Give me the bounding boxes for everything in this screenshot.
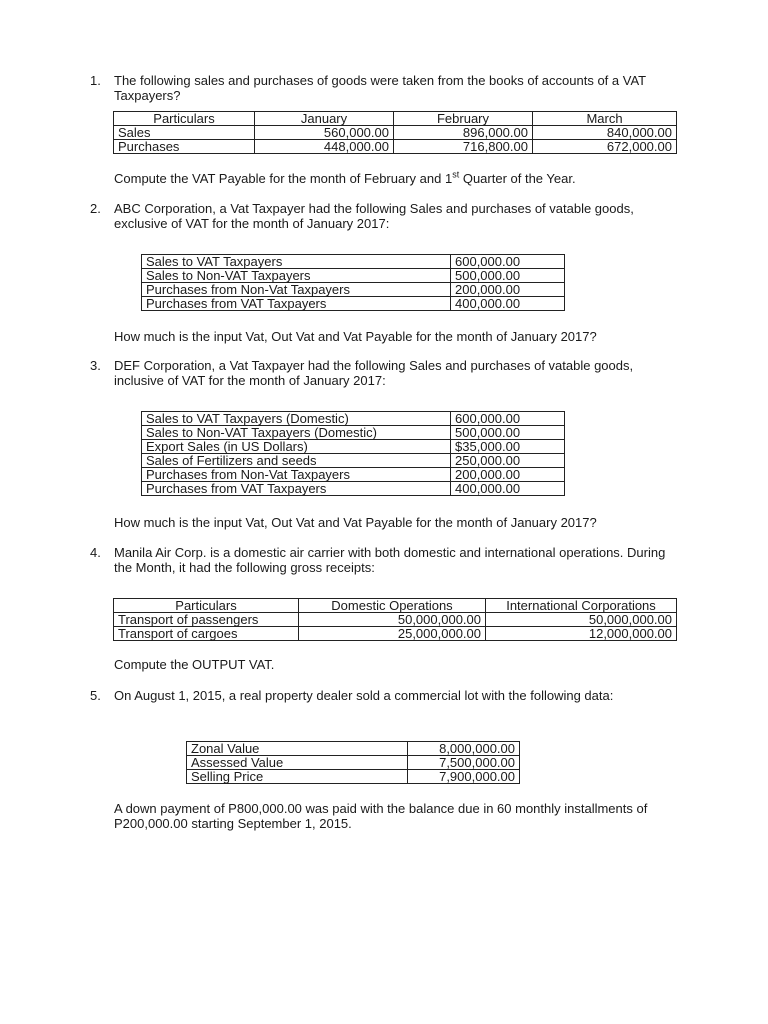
table-cell: Transport of passengers: [114, 613, 299, 627]
problem-4-text: Manila Air Corp. is a domestic air carrier with both domestic and international operations. During the Month, it had the following gross receipts:: [114, 545, 666, 575]
problem-3-number: 3.: [90, 358, 101, 373]
table-cell: 600,000.00: [451, 255, 565, 269]
table-cell: 50,000,000.00: [299, 613, 486, 627]
problem-3-table: [141, 411, 565, 496]
problem-3-question: How much is the input Vat, Out Vat and Vat Payable for the month of January 2017?: [114, 515, 597, 530]
table-cell: 600,000.00: [451, 412, 565, 426]
table-cell: Sales: [114, 126, 255, 140]
table-row: [114, 140, 677, 154]
table-row: [142, 283, 565, 297]
table-cell: Assessed Value: [187, 756, 408, 770]
table-cell: Sales to VAT Taxpayers: [142, 255, 451, 269]
table-cell: 7,900,000.00: [408, 770, 520, 784]
table-cell: Sales to Non-VAT Taxpayers: [142, 269, 451, 283]
table-cell: 7,500,000.00: [408, 756, 520, 770]
table-cell: 500,000.00: [451, 269, 565, 283]
problem-1-table: [113, 111, 677, 154]
table-row: [142, 454, 565, 468]
ordinal-suffix: st: [452, 169, 460, 180]
problem-3-text: DEF Corporation, a Vat Taxpayer had the following Sales and purchases of vatable goods, inclusive of VAT for the month of January 2017:: [114, 358, 634, 388]
table-cell: 200,000.00: [451, 283, 565, 297]
table-row: [187, 742, 520, 756]
table-cell: 200,000.00: [451, 468, 565, 482]
table-cell: 500,000.00: [451, 426, 565, 440]
table-row: [142, 269, 565, 283]
table-row: [142, 297, 565, 311]
table-header-row: [114, 599, 677, 613]
problem-2: [90, 201, 674, 231]
table-row: [114, 627, 677, 641]
table-cell: 25,000,000.00: [299, 627, 486, 641]
table-header: Particulars: [114, 112, 255, 126]
table-header: January: [255, 112, 394, 126]
table-header: International Corporations: [486, 599, 677, 613]
problem-1-text: The following sales and purchases of goods were taken from the books of accounts of a VAT Taxpayers?: [114, 73, 646, 103]
problem-3: [90, 358, 674, 388]
table-cell: Export Sales (in US Dollars): [142, 440, 451, 454]
table-row: [142, 440, 565, 454]
problem-2-question: How much is the input Vat, Out Vat and Vat Payable for the month of January 2017?: [114, 329, 597, 344]
problem-5-number: 5.: [90, 688, 101, 703]
table-header: March: [533, 112, 677, 126]
table-cell: Purchases from VAT Taxpayers: [142, 482, 451, 496]
table-header-row: [114, 112, 677, 126]
problem-2-number: 2.: [90, 201, 101, 216]
table-cell: Purchases: [114, 140, 255, 154]
table-cell: 448,000.00: [255, 140, 394, 154]
table-cell: 50,000,000.00: [486, 613, 677, 627]
problem-5: [90, 688, 674, 703]
table-row: [142, 468, 565, 482]
problem-1: [90, 73, 674, 103]
table-cell: 400,000.00: [451, 297, 565, 311]
table-cell: Zonal Value: [187, 742, 408, 756]
table-cell: 8,000,000.00: [408, 742, 520, 756]
table-header: Domestic Operations: [299, 599, 486, 613]
table-header: Particulars: [114, 599, 299, 613]
table-row: [142, 255, 565, 269]
problem-4-question: Compute the OUTPUT VAT.: [114, 657, 275, 672]
table-cell: 896,000.00: [394, 126, 533, 140]
problem-1-number: 1.: [90, 73, 101, 88]
question-text: Compute the VAT Payable for the month of February and 1: [114, 171, 453, 186]
problem-5-note: A down payment of P800,000.00 was paid with the balance due in 60 monthly installments of P200,000.00 starting September 1, 2015.: [114, 801, 648, 831]
table-row: [142, 426, 565, 440]
table-cell: 716,800.00: [394, 140, 533, 154]
table-cell: Sales to Non-VAT Taxpayers (Domestic): [142, 426, 451, 440]
table-row: [142, 412, 565, 426]
table-cell: Purchases from VAT Taxpayers: [142, 297, 451, 311]
table-cell: 250,000.00: [451, 454, 565, 468]
table-row: [187, 770, 520, 784]
table-cell: Purchases from Non-Vat Taxpayers: [142, 468, 451, 482]
problem-4-table: [113, 598, 677, 641]
problem-4: [90, 545, 674, 575]
table-cell: 560,000.00: [255, 126, 394, 140]
table-row: [142, 482, 565, 496]
table-cell: Transport of cargoes: [114, 627, 299, 641]
table-row: [114, 126, 677, 140]
table-cell: 12,000,000.00: [486, 627, 677, 641]
table-cell: 400,000.00: [451, 482, 565, 496]
problem-2-table: [141, 254, 565, 311]
table-cell: Purchases from Non-Vat Taxpayers: [142, 283, 451, 297]
table-cell: $35,000.00: [451, 440, 565, 454]
table-header: February: [394, 112, 533, 126]
table-cell: 840,000.00: [533, 126, 677, 140]
problem-5-table: [186, 741, 520, 784]
table-row: [114, 613, 677, 627]
table-cell: 672,000.00: [533, 140, 677, 154]
question-text: Quarter of the Year.: [459, 171, 576, 186]
problem-1-question: [114, 171, 576, 186]
table-row: [187, 756, 520, 770]
problem-5-text: On August 1, 2015, a real property dealer sold a commercial lot with the following data:: [114, 688, 614, 703]
problem-4-number: 4.: [90, 545, 101, 560]
table-cell: Selling Price: [187, 770, 408, 784]
table-cell: Sales to VAT Taxpayers (Domestic): [142, 412, 451, 426]
table-cell: Sales of Fertilizers and seeds: [142, 454, 451, 468]
problem-2-text: ABC Corporation, a Vat Taxpayer had the following Sales and purchases of vatable goods, exclusive of VAT for the month of January 2017:: [114, 201, 634, 231]
